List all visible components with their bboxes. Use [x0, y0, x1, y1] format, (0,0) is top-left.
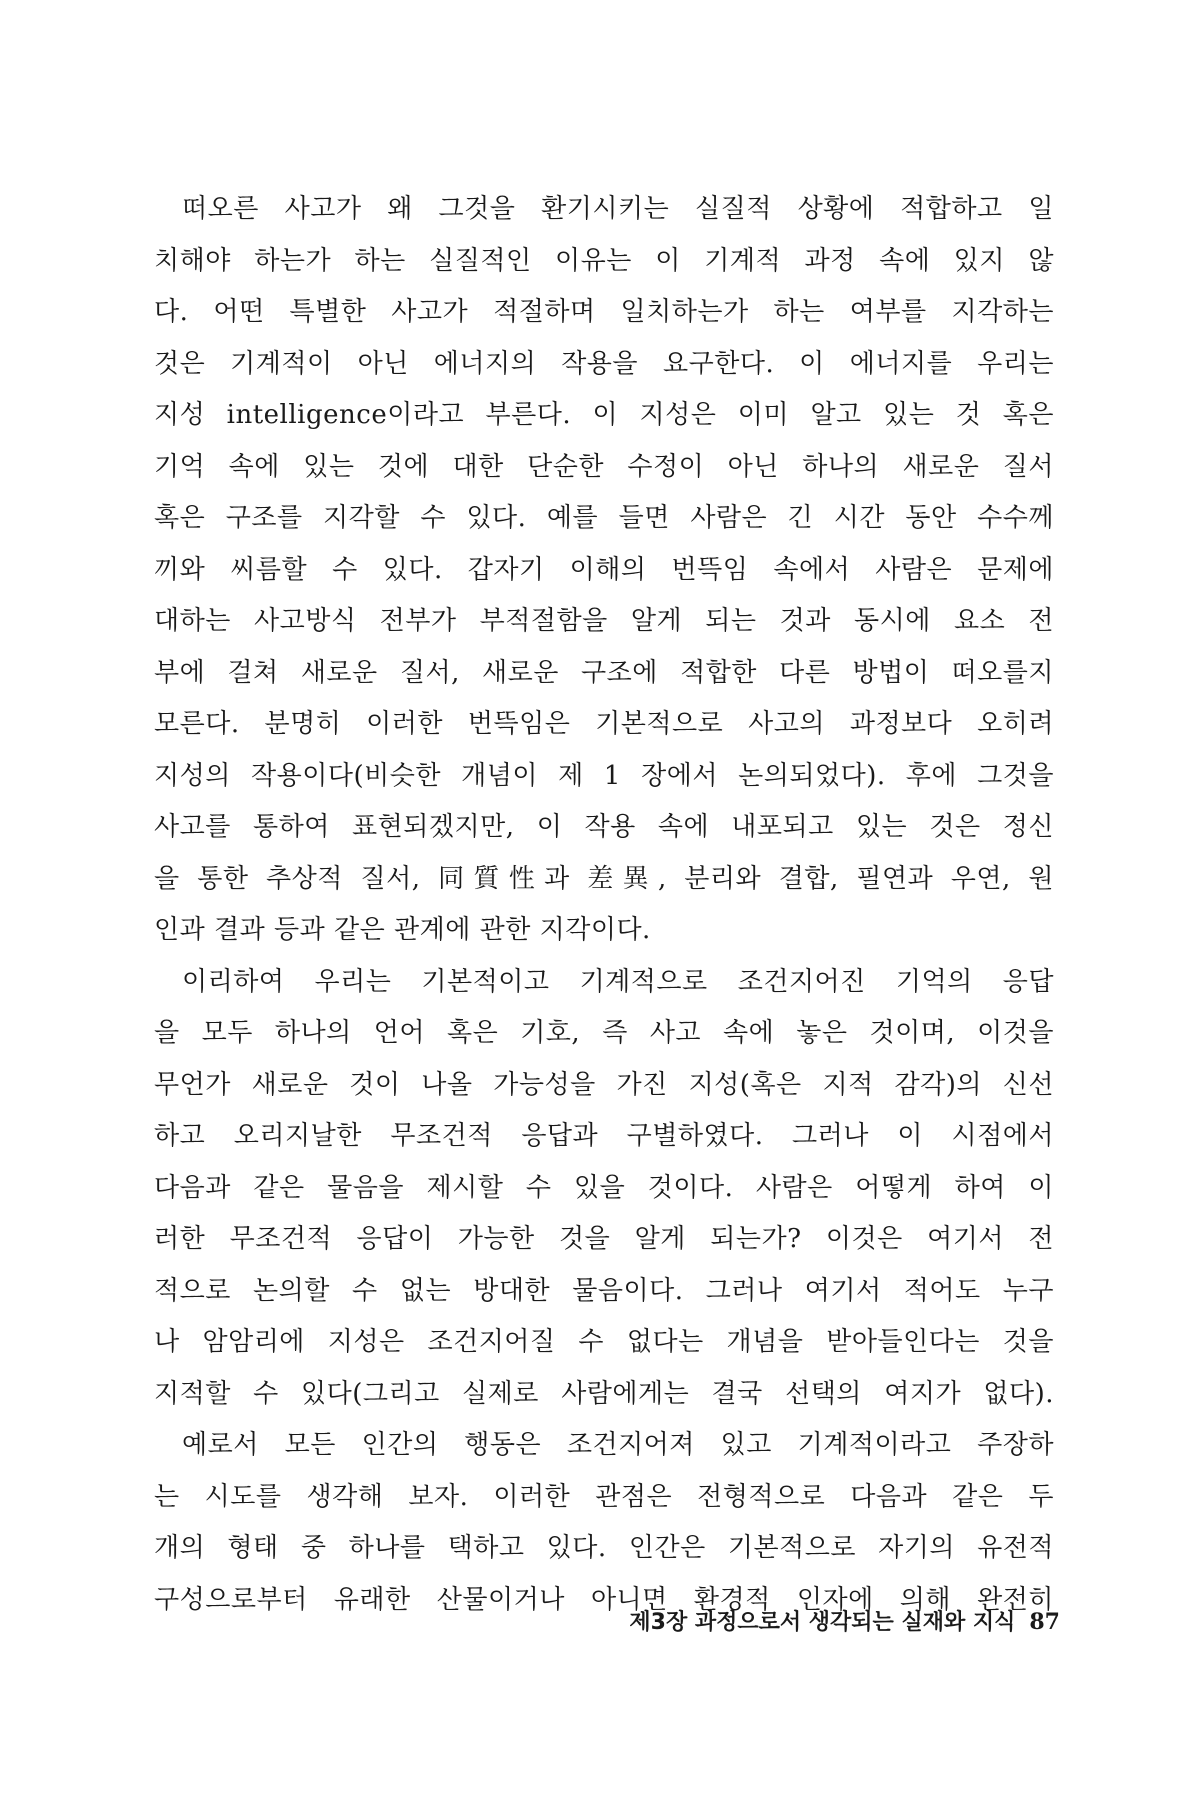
text-line: 것은 기계적이 아닌 에너지의 작용을 요구한다. 이 에너지를 우리는: [154, 348, 1054, 379]
running-head: 제3장 과정으로서 생각되는 실재와 지식: [629, 1610, 1016, 1635]
text-line: 개의 형태 중 하나를 택하고 있다. 인간은 기본적으로 자기의 유전적: [154, 1533, 1054, 1563]
text-line: 다. 어떤 특별한 사고가 적절하며 일치하는가 하는 여부를 지각하는: [154, 297, 1054, 327]
text-line: 인과 결과 등과 같은 관계에 관한 지각이다.: [154, 915, 651, 945]
text-line: 부에 걸쳐 새로운 질서, 새로운 구조에 적합한 다른 방법이 떠오를지: [154, 657, 1054, 688]
text-line: 구성으로부터 유래한 산물이거나 아니면 환경적 인자에 의해 완전히: [154, 1584, 1054, 1615]
text-line: 적으로 논의할 수 없는 방대한 물음이다. 그러나 여기서 적어도 누구: [154, 1275, 1054, 1306]
text-line: 끼와 씨름할 수 있다. 갑자기 이해의 번뜩임 속에서 사람은 문제에: [154, 554, 1054, 585]
text-line: 혹은 구조를 지각할 수 있다. 예를 들면 사람은 긴 시간 동안 수수께: [154, 503, 1054, 533]
text-line: 러한 무조건적 응답이 가능한 것을 알게 되는가? 이것은 여기서 전: [154, 1224, 1054, 1254]
text-line: 나 암암리에 지성은 조건지어질 수 없다는 개념을 받아들인다는 것을: [154, 1327, 1054, 1357]
text-line: 치해야 하는가 하는 실질적인 이유는 이 기계적 과정 속에 있지 않: [154, 245, 1054, 276]
text-line: 대하는 사고방식 전부가 부적절함을 알게 되는 것과 동시에 요소 전: [154, 606, 1054, 636]
text-line: 기억 속에 있는 것에 대한 단순한 수정이 아닌 하나의 새로운 질서: [154, 451, 1054, 482]
text-line: 떠오른 사고가 왜 그것을 환기시키는 실질적 상황에 적합하고 일: [182, 194, 1054, 224]
text-line: 모른다. 분명히 이러한 번뜩임은 기본적으로 사고의 과정보다 오히려: [154, 709, 1054, 739]
text-line: 하고 오리지날한 무조건적 응답과 구별하였다. 그러나 이 시점에서: [154, 1121, 1054, 1151]
text-line: 을 통한 추상적 질서, 同質性과 差異, 분리와 결합, 필연과 우연, 원: [154, 863, 1054, 894]
text-line: 사고를 통하여 표현되겠지만, 이 작용 속에 내포되고 있는 것은 정신: [154, 812, 1054, 842]
body-text: [154, 184, 1054, 1626]
text-line: 지성 intelligence이라고 부른다. 이 지성은 이미 알고 있는 것 혹은: [154, 400, 1054, 430]
text-line: 지적할 수 있다(그리고 실제로 사람에게는 결국 선택의 여지가 없다).: [154, 1378, 1054, 1409]
text-line: 다음과 같은 물음을 제시할 수 있을 것이다. 사람은 어떻게 하여 이: [154, 1172, 1054, 1203]
page-footer: [540, 1602, 1060, 1642]
text-line: 예로서 모든 인간의 행동은 조건지어져 있고 기계적이라고 주장하: [182, 1430, 1054, 1460]
text-line: 을 모두 하나의 언어 혹은 기호, 즉 사고 속에 놓은 것이며, 이것을: [154, 1018, 1054, 1048]
text-line: 이리하여 우리는 기본적이고 기계적으로 조건지어진 기억의 응답: [182, 966, 1054, 997]
text-line: 는 시도를 생각해 보자. 이러한 관점은 전형적으로 다음과 같은 두: [154, 1481, 1054, 1512]
text-line: 지성의 작용이다(비슷한 개념이 제 1 장에서 논의되었다). 후에 그것을: [154, 760, 1054, 791]
text-line: 무언가 새로운 것이 나올 가능성을 가진 지성(혹은 지적 감각)의 신선: [154, 1069, 1054, 1100]
page-number: 87: [1029, 1609, 1060, 1635]
